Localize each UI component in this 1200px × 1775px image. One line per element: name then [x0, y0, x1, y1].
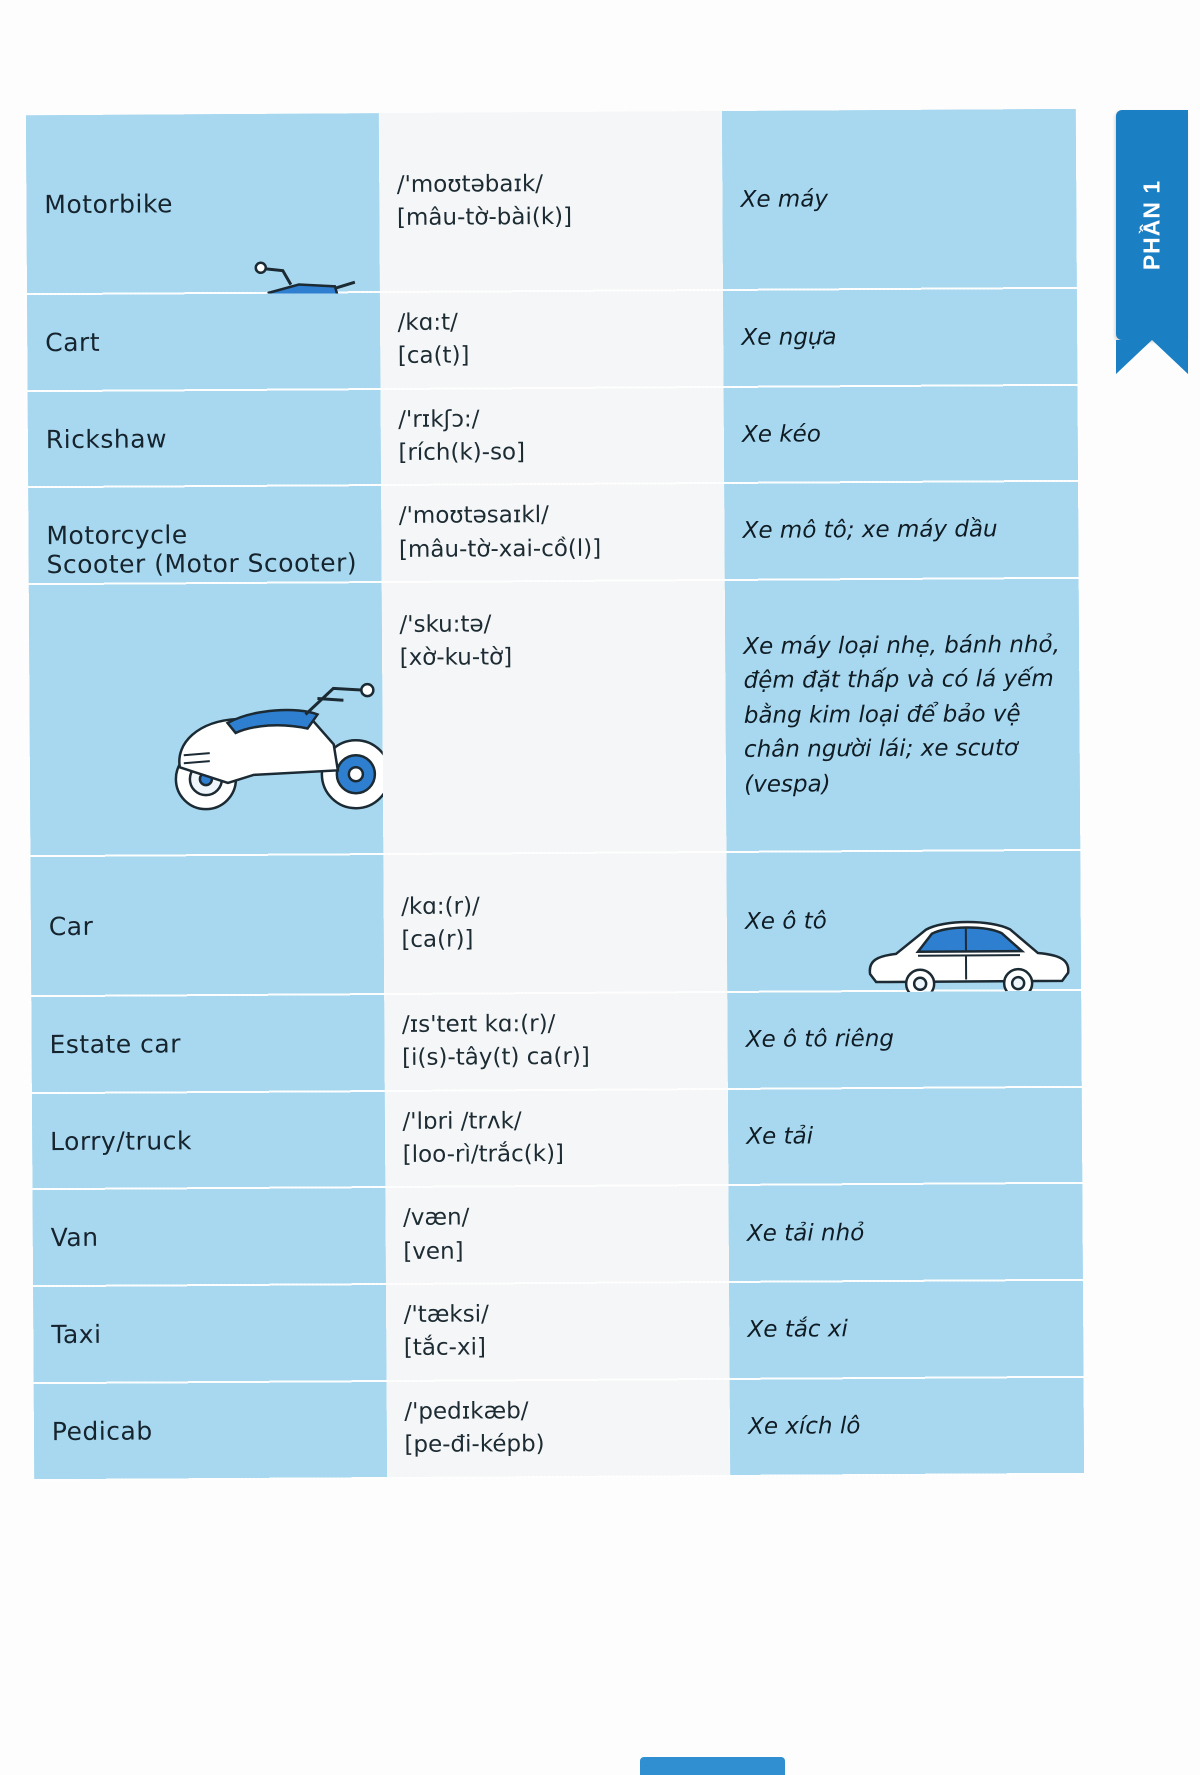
- pronunciation-cell: [381, 483, 725, 582]
- ipa-text: /'moʊtəsaɪkl/: [398, 502, 549, 530]
- english-cell: [28, 389, 381, 488]
- viet-phonetic-text: [xờ-ku-tờ]: [399, 644, 513, 672]
- ipa-text: /kɑ:t/: [397, 309, 458, 336]
- viet-phonetic-text: [loo-rì/trắc(k)]: [402, 1141, 565, 1169]
- meaning-cell: [728, 1087, 1082, 1186]
- english-word: Van: [50, 1223, 99, 1253]
- meaning-cell: [729, 1183, 1083, 1282]
- table-row: [30, 850, 1081, 996]
- ipa-text: /'lɒri /trʌk/: [402, 1107, 522, 1135]
- meaning-cell: [729, 1280, 1083, 1379]
- pronunciation-cell: [383, 852, 728, 994]
- pronunciation-cell: [386, 1379, 730, 1478]
- english-cell: [32, 1091, 385, 1190]
- pronunciation-cell: [384, 1089, 728, 1188]
- meaning-text: Xe ô tô: [744, 908, 827, 935]
- english-word: Pedicab: [51, 1416, 153, 1446]
- english-cell: [33, 1284, 386, 1383]
- meaning-cell: [727, 850, 1082, 992]
- viet-phonetic-text: [mâu-tờ-bài(k)]: [396, 203, 573, 231]
- ipa-text: /væn/: [403, 1204, 470, 1232]
- vocabulary-table: [26, 109, 1084, 1481]
- pronunciation-cell: [379, 290, 723, 389]
- meaning-text: Xe kéo: [742, 421, 821, 448]
- ipa-text: /ɪs'teɪt kɑ:(r)/: [401, 1011, 556, 1039]
- ipa-text: /'moʊtəbaɪk/: [396, 170, 544, 198]
- meaning-cell: [723, 288, 1077, 387]
- ipa-text: /'sku:tə/: [399, 611, 492, 639]
- viet-phonetic-text: [ca(t)]: [397, 342, 470, 370]
- english-cell: [27, 292, 380, 391]
- english-cell: [32, 1187, 385, 1286]
- viet-phonetic-text: [i(s)-tây(t) ca(r)]: [402, 1044, 590, 1072]
- meaning-text: Xe mô tô; xe máy dầu: [742, 516, 998, 545]
- english-word: Scooter (Motor Scooter): [46, 548, 358, 580]
- viet-phonetic-text: [mâu-tờ-xai-cồ(l)]: [398, 535, 602, 563]
- meaning-text: Xe tải nhỏ: [746, 1219, 865, 1247]
- pronunciation-cell: [384, 992, 728, 1091]
- english-word: Cart: [45, 327, 101, 357]
- table-body: [26, 109, 1084, 1480]
- english-word: Taxi: [51, 1319, 102, 1350]
- english-word: Lorry/truck: [50, 1125, 192, 1156]
- meaning-cell: [730, 1377, 1084, 1476]
- english-word: Motorbike: [44, 188, 173, 219]
- meaning-cell: [724, 384, 1078, 483]
- viet-phonetic-text: [rích(k)-so]: [398, 439, 526, 466]
- ipa-text: /kɑ:(r)/: [401, 893, 480, 920]
- table-row: [33, 1280, 1084, 1383]
- meaning-text: Xe tải: [746, 1123, 814, 1150]
- english-cell: [34, 1381, 387, 1480]
- english-cell: [26, 113, 380, 294]
- meaning-cell: [724, 481, 1078, 580]
- section-tab-label: PHẦN 1: [1138, 179, 1165, 271]
- scooter-illustration: [157, 670, 418, 828]
- meaning-text: Xe máy: [740, 186, 829, 213]
- pronunciation-cell: [381, 580, 726, 854]
- meaning-text: Xe ngựa: [741, 324, 837, 351]
- table-row: [26, 109, 1077, 294]
- ipa-text: /'pedɪkæb/: [404, 1397, 529, 1425]
- meaning-text: Xe máy loại nhẹ, bánh nhỏ, đệm đặt thấp và có lá yếm bằng kim loại để bảo vệ chân người lái; xe scutơ (vespa): [743, 631, 1060, 798]
- ipa-text: /'tæksi/: [403, 1301, 489, 1329]
- section-tab: [1116, 110, 1188, 340]
- table-row: [28, 384, 1079, 487]
- english-cell: [31, 994, 384, 1093]
- table-row: [34, 1377, 1085, 1480]
- meaning-cell: [727, 990, 1081, 1089]
- meaning-text: Xe ô tô riêng: [745, 1026, 895, 1053]
- english-cell: [29, 548, 383, 856]
- table-row: [27, 288, 1078, 391]
- table-row: [32, 1087, 1083, 1190]
- english-word: Car: [48, 911, 94, 941]
- viet-phonetic-text: [tắc-xi]: [403, 1334, 486, 1362]
- pronunciation-cell: [378, 111, 723, 292]
- pronunciation-cell: [380, 387, 724, 486]
- english-word: Estate car: [49, 1029, 182, 1059]
- pronunciation-cell: [386, 1282, 730, 1381]
- english-word: Rickshaw: [45, 423, 168, 454]
- bottom-tab-stub: [640, 1757, 785, 1775]
- ipa-text: /'rɪkʃɔ:/: [398, 406, 480, 433]
- english-word: Motorcycle: [46, 520, 188, 551]
- meaning-cell: [722, 109, 1077, 290]
- meaning-cell: [725, 578, 1080, 852]
- viet-phonetic-text: [ven]: [403, 1238, 464, 1265]
- meaning-text: Xe xích lô: [748, 1413, 861, 1440]
- english-cell: [30, 854, 383, 996]
- table-row: [32, 1183, 1083, 1286]
- table-row: [29, 578, 1081, 856]
- table-row: [31, 990, 1082, 1093]
- meaning-text: Xe tắc xi: [747, 1316, 848, 1344]
- viet-phonetic-text: [ca(r)]: [401, 926, 474, 954]
- pronunciation-cell: [385, 1185, 729, 1284]
- viet-phonetic-text: [pe-đi-képb): [404, 1431, 545, 1459]
